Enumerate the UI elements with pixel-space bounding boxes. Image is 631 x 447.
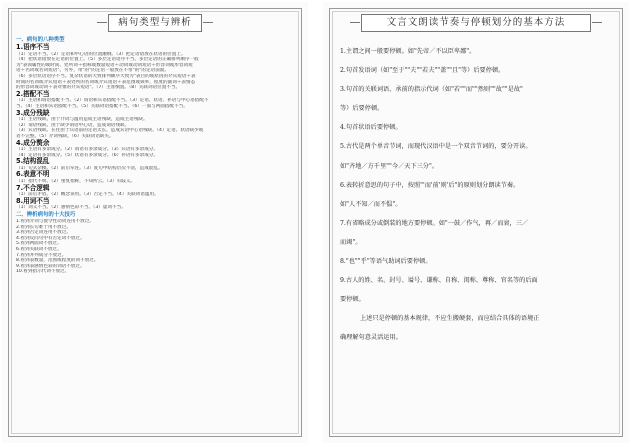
body-line: （1）句式杂糅。（2）前后牵连。（3）复句中结构层次不清，造成混乱。 <box>16 165 163 171</box>
rule-line: 9.古人的姓、名、封号、谥号、谦称、自称、闺称、尊称、官名等的后面 <box>340 277 538 285</box>
right-page <box>323 2 629 443</box>
section-heading-types: 一、病句的八种类型 <box>16 37 65 43</box>
category-heading: 3.成分残缺 <box>16 108 50 117</box>
category-heading: 8.用词不当 <box>16 196 50 205</box>
body-line: 者不完整。（5）介词残缺。（6）关联词语缺失。 <box>16 133 114 139</box>
tip-line: 5.看到两面词不放过。 <box>16 241 62 247</box>
rule-line: 而竭"。 <box>340 238 362 246</box>
tip-line: 1.看到介词与使令性动词连用不放过。 <box>16 219 94 225</box>
rule-line: 等）后要停顿。 <box>340 105 384 113</box>
tip-line: 3.看到否定词连用不放过。 <box>16 230 71 236</box>
rule-line: 4.句首状语后要停顿。 <box>340 124 402 132</box>
body-line: （4）把状语错放在定语的位置上。（5）多层定语语序不当。多层定语的正确排列顺序一般 <box>16 57 199 63</box>
category-heading: 4.成分赘余 <box>16 138 50 147</box>
rule-line: 6.表转折意思的句子中，按照"'而'前'则'后"的原则划分朗读节奏。 <box>340 181 520 189</box>
rule-line: 1.主谓之间一般要停顿。如"先帝／不以臣卑鄙"。 <box>340 48 476 55</box>
body-line: （2）谓语残缺。由于缺少谓语中心语，造成谓语残缺。 <box>16 122 130 128</box>
rule-line: 要停顿。 <box>340 296 365 304</box>
body-line: （1）定语不当。（2）定语和中心语的位置颠倒。（3）把定语错放在状语的位置上。 <box>16 51 186 57</box>
rule-line: 3.句首的关联词语、承前的指示代词（如"若""而""然则""故""是故" <box>340 86 523 94</box>
body-line: 时间的名词或介宾短语＋表处所的名词或介宾短语＋表范围或频率，程度的副词＋表情态 <box>16 79 196 85</box>
right-page-content <box>340 42 617 348</box>
rule-line: 8."也""乎"等语气助词后要停顿。 <box>340 258 432 266</box>
body-line: 为"表领属性的或时间、处所词＋指称或数量短语＋动词或动词短语＋形容词或形容词短 <box>16 62 193 68</box>
left-page <box>2 2 308 443</box>
body-line: （4）定语有多余成分。（5）状语有多余成分。（6）补语有多余成分。 <box>16 152 158 158</box>
summary-line: 上述只是停顿的基本规律，不应生搬硬套，而应结合具体的语境正 <box>360 315 540 323</box>
body-line: 当。（4）主语和宾语搭配不当。（5）关联词语搭配不当。（6）一面与两面搭配不当。 <box>16 103 188 109</box>
body-line: （6）多层状语语序不当。复杂状语的大致排列顺序大致为"表目的或原因的介宾短语＋表 <box>16 73 196 79</box>
category-heading: 7.不合逻辑 <box>16 183 50 192</box>
category-heading: 5.结构混乱 <box>16 157 50 166</box>
rule-line: 5.古代是两个单音节词，而现代汉语中是一个双音节词的，要分开读。 <box>340 143 532 151</box>
left-page-title: 病句类型与辨析 <box>108 14 202 32</box>
rule-line: 如"人不知／而不愠"。 <box>340 200 402 208</box>
tip-line: 2.看到长句难于用不放过。 <box>16 224 71 230</box>
body-line: （1）主语和谓语搭配不当。（2）谓语和宾语搭配不当。（3）定语、状语、补语与中心语搭配不 <box>16 98 209 104</box>
tip-line: 7.看到并列成分不放过。 <box>16 252 67 258</box>
category-heading: 6.表意不明 <box>16 170 50 179</box>
summary-line: 确理解句意灵活运用。 <box>340 334 402 342</box>
body-line: （1）主语有多余成分。（2）谓语有多余成分。（3）宾语有多余成分。 <box>16 147 158 153</box>
body-line: 的形容词或动词＋表对象的介宾短语"。（7）主客倒置。（8）关联词语位置不当。 <box>16 85 181 91</box>
body-line: （1）主语残缺。由于介词与滥用造成主语残缺，造成主语残缺。 <box>16 117 148 123</box>
rule-line: 2.句首发语词（如"至于""夫""若夫""盖""且"等）后要停顿。 <box>340 67 505 75</box>
rule-line: 如"齐地／方千里""今／天下三分"。 <box>340 162 439 170</box>
body-line: （1）指代不明。（2）重复指称，不知所云。（3）有歧义。 <box>16 179 136 185</box>
tip-line: 8.看到表数量，范围或程度的词不放过。 <box>16 258 99 264</box>
tip-line: 10.看到指示代词不放过。 <box>16 269 70 275</box>
body-line: （1）词义不当。（2）感情色彩不当。（3）虚词不当。 <box>16 205 126 211</box>
category-heading: 1.语序不当 <box>16 43 50 51</box>
rule-line: 7.有省略成分或倒装的地方要停顿。如"一鼓／作气，再／而衰，三／ <box>340 219 529 227</box>
body-line: 语＋名词或名词短语"。另外，带"的"的定语一般放在不带"的"的定语前面。 <box>16 68 169 74</box>
tip-line: 4.看到反问句中有否定词不放过。 <box>16 235 85 241</box>
body-line: （1）前后矛盾。（2）概念误用。（3）否定不当。（4）关联词语滥用。 <box>16 192 159 198</box>
tip-line: 6.看到关联词不放过。 <box>16 247 62 252</box>
right-page-title: 文言文朗读节奏与停顿划分的基本方法 <box>361 14 591 32</box>
left-page-content <box>16 36 296 275</box>
body-line: （3）宾语残缺。在往由于宾语前的定语太长，造成宾语中心语残缺。（4）定语、状语缺少或 <box>16 128 204 134</box>
section-heading-tips: 二、辨析病句的十大技巧 <box>16 212 76 219</box>
category-heading: 2.搭配不当 <box>16 89 50 98</box>
tip-line: 9.看到表感情色彩的词语不放过。 <box>16 263 85 269</box>
